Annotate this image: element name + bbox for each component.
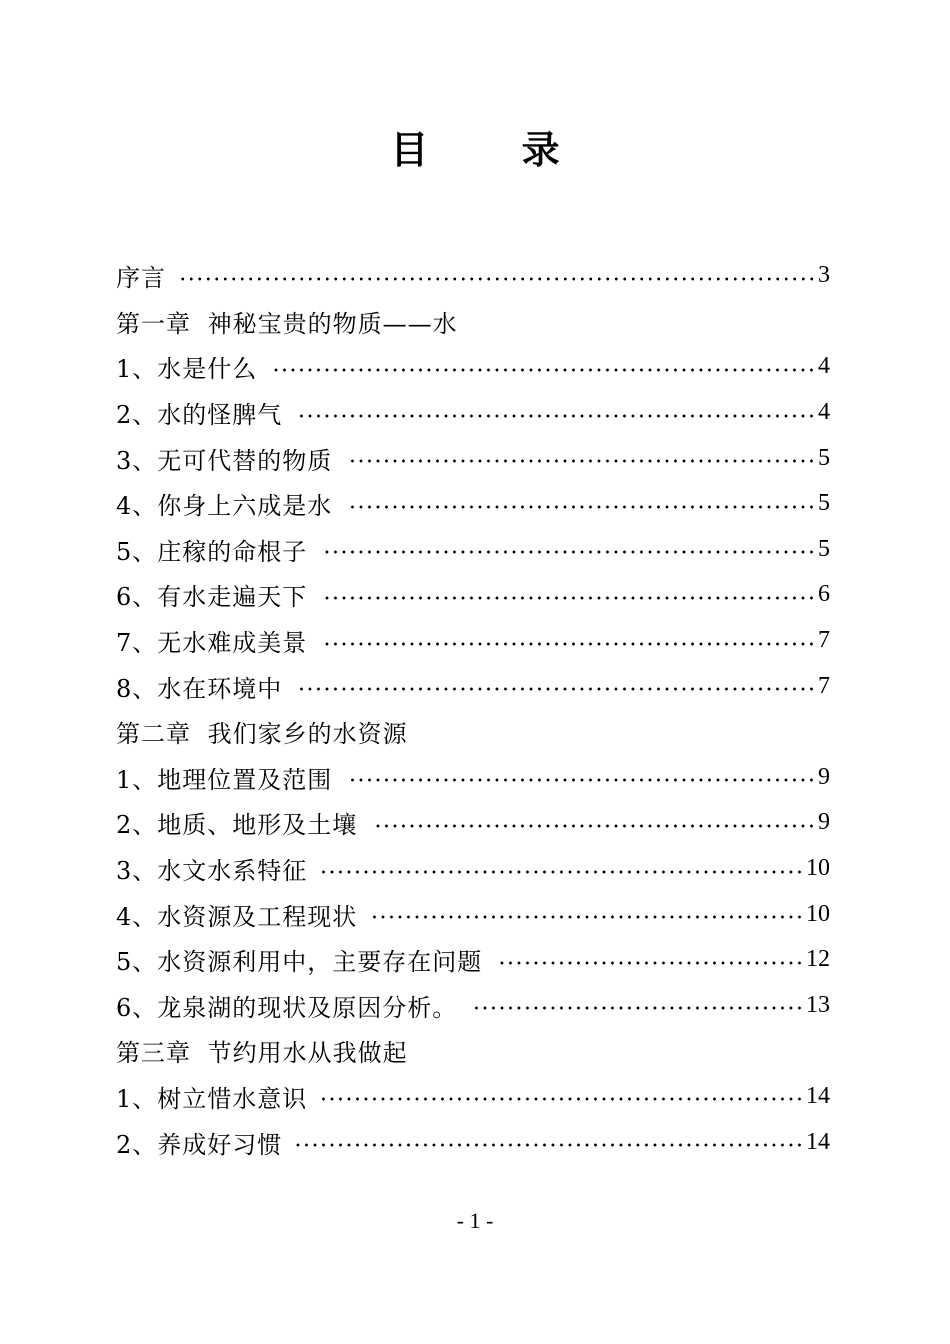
toc-entry-label: 第三章 节约用水从我做起 [116,1039,408,1068]
toc-entry [116,435,830,481]
toc-entry-page: 5 [818,535,830,562]
toc-entry-label: 6、有水走遍天下 [116,583,308,612]
toc-leader-dots [296,1134,804,1156]
toc-entry-page: 9 [818,809,830,836]
toc-entry-page: 10 [806,900,830,927]
toc-leader-dots [321,633,816,655]
toc-entry-page: 14 [806,1128,830,1155]
toc-leader-dots [471,997,804,1019]
toc-entry [116,344,830,390]
toc-entry-label: 第二章 我们家乡的水资源 [116,720,408,749]
toc-entry-label: 4、你身上六成是水 [116,492,333,521]
toc-entry [116,755,830,801]
toc-entry [116,572,830,618]
page-title: 目 录 [390,128,600,172]
toc-entry [116,846,830,892]
toc-entry [116,1074,830,1120]
toc-entry-page: 12 [806,946,830,973]
toc-leader-dots [296,405,816,427]
toc-entry-label: 8、水在环境中 [116,674,283,703]
toc-entry-label: 6、龙泉湖的现状及原因分析。 [116,993,458,1022]
toc-entry-label: 5、庄稼的命根子 [116,537,308,566]
toc-entry-label: 2、养成好习惯 [116,1130,283,1159]
toc-entry [116,618,830,664]
toc-entry-label: 4、水资源及工程现状 [116,902,358,931]
toc-entry-label: 1、地理位置及范围 [116,765,333,794]
toc-entry-page: 4 [818,399,830,426]
toc-entry-page: 5 [818,444,830,471]
toc-chapter-heading [116,709,830,755]
toc-leader-dots [321,587,816,609]
toc-leader-dots [496,952,804,974]
toc-entry [116,527,830,573]
toc-leader-dots [296,678,816,700]
toc-entry [116,891,830,937]
toc-entry-label: 1、树立惜水意识 [116,1084,308,1113]
toc-entry-label: 第一章 神秘宝贵的物质——水 [116,309,458,338]
toc-entry-page: 14 [806,1082,830,1109]
toc-entry-label: 5、水资源利用中，主要存在问题 [116,948,483,977]
toc-entry [116,663,830,709]
toc-entry-page: 3 [818,262,830,289]
toc-entry-page: 7 [818,672,830,699]
toc-entry-label: 2、地质、地形及土壤 [116,811,358,840]
toc-entry [116,481,830,527]
toc-entry-page: 13 [806,991,830,1018]
page-number: - 1 - [456,1208,494,1233]
toc-entry-page: 10 [806,855,830,882]
toc-chapter-heading [116,299,830,345]
table-of-contents [116,253,830,1165]
toc-leader-dots [371,906,804,928]
toc-entry-page: 9 [818,763,830,790]
toc-entry [116,390,830,436]
toc-leader-dots [180,268,816,290]
toc-entry-label: 3、水文水系特征 [116,857,308,886]
toc-leader-dots [346,496,816,518]
toc-leader-dots [371,815,816,837]
toc-entry-page: 7 [818,627,830,654]
toc-entry [116,983,830,1029]
toc-leader-dots [346,450,816,472]
toc-leader-dots [346,769,816,791]
toc-entry-label: 7、无水难成美景 [116,629,308,658]
toc-entry [116,253,830,299]
toc-entry-page: 5 [818,490,830,517]
toc-leader-dots [271,359,816,381]
toc-entry-label: 序言 [116,264,166,293]
toc-entry [116,800,830,846]
toc-chapter-heading [116,1028,830,1074]
toc-leader-dots [321,541,816,563]
toc-entry-label: 1、水是什么 [116,355,258,384]
toc-leader-dots [321,1088,804,1110]
toc-entry-page: 6 [818,581,830,608]
toc-entry [116,1119,830,1165]
toc-entry [116,937,830,983]
toc-leader-dots [321,861,804,883]
toc-entry-label: 2、水的怪脾气 [116,401,283,430]
toc-entry-label: 3、无可代替的物质 [116,446,333,475]
toc-entry-page: 4 [818,353,830,380]
